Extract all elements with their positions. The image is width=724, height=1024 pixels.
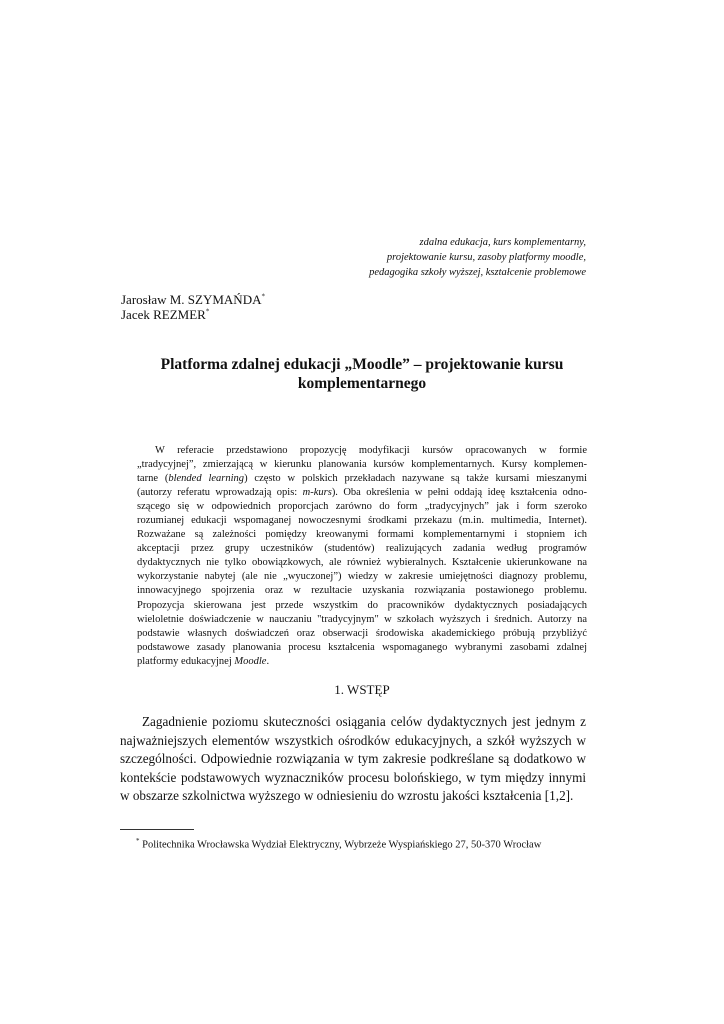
footnote (136, 837, 541, 851)
paper-title (121, 355, 603, 393)
title-line: Platforma zdalnej edukacji „Moodle” – projektowanie kursu (160, 356, 564, 373)
abstract-line: szącego się w odpowiednich proporcjach zarówno do form „tradycyjnych” jak i form szeroko (137, 501, 587, 513)
abstract-line: dydaktycznych nie tylko obowiązkowych, ale również wybieralnych. Kształcenie ukierunkowane na (137, 557, 587, 569)
abstract-line: platformy edukacyjnej Moodle. (137, 655, 270, 667)
footnote-text: Politechnika Wrocławska Wydział Elektryczny, Wybrzeże Wyspiańskiego 27, 50-370 Wrocław (139, 839, 542, 851)
abstract-line: wieloletnie doświadczenie w nauczaniu "tradycyjnym" w szkołach wyższych i średnich. Autorzy na (137, 613, 587, 625)
abstract-line: innowacyjnego spojrzenia oraz w rezultacie uzyskania rozwiązania postawionego problemu. (137, 585, 587, 597)
body-line: kontekście podstawowych wyznaczników procesu bolońskiego, w tym między innymi (120, 769, 586, 785)
abstract-line: tarne (blended learning) często w polskich przekładach nazywane są także kursami mieszanymi (137, 473, 587, 485)
footnote-mark: * (136, 837, 140, 845)
author-name: Jarosław M. SZYMAŃDA (121, 292, 262, 307)
keywords (226, 235, 586, 280)
abstract-line: „tradycyjnej”, zmierzającą w kierunku planowania kursów komplementarnych. Kursy komplemen- (137, 459, 587, 471)
section-heading: 1. WSTĘP (334, 682, 390, 697)
emphasis: Moodle (234, 655, 267, 667)
emphasis: m-kurs (302, 487, 332, 499)
abstract-line: Rozważane są zależności pomiędzy kreowanymi formami komplementarnymi i stopniem ich (137, 529, 587, 541)
abstract-line: podstawie własnych doświadczeń oraz obserwacji środowiska akademickiego próbują przybliżyć (137, 627, 587, 639)
footnote-divider (120, 829, 194, 830)
abstract-line: Propozycja skierowana jest przede wszystkim do pracowników dydaktycznych posiadających (137, 599, 587, 611)
keywords-line: projektowanie kursu, zasoby platformy moodle, (386, 252, 586, 263)
keywords-line: zdalna edukacja, kurs komplementarny, (419, 237, 586, 248)
abstract-line: akceptacji przez grupy uczestników (studentów) realizujących zadania według programów (137, 543, 587, 555)
author-list (121, 292, 265, 322)
abstract-line: W referacie przedstawiono propozycję modyfikacji kursów opracowanych w formie (155, 445, 587, 456)
author-footnote-mark: * (261, 292, 265, 301)
body-line: szczególności. Odpowiednie rozwiązania w tym zakresie podkreślane są dodatkowo w (120, 751, 586, 766)
author (121, 292, 265, 307)
abstract-line: (autorzy referatu wprowadzają opis: m-kurs). Oba określenia w pełni oddają ideę kształcenia odno- (137, 487, 587, 499)
abstract-line: wykorzystanie nabytej (ale nie „wyuczonej”) wiedzy w zakresie umiejętności diagnozy problemu, (137, 571, 587, 583)
abstract-line: rozumianej edukacji wspomaganej nowoczesnymi środkami przekazu (m.in. multimedia, Internet). (137, 515, 587, 527)
emphasis: blended learning (168, 473, 245, 485)
body-line: najważniejszych elementów wszystkich ośrodków edukacyjnych, a szkół wyższych w (120, 732, 586, 748)
author-footnote-mark: * (205, 307, 210, 316)
abstract-line: podstawowe zasady planowania procesu kształcenia wspomaganego wybranymi zasobami zdalnej (137, 641, 587, 653)
body-line: Zagadnienie poziomu skuteczności osiągania celów dydaktycznych jest jednym z (142, 714, 586, 729)
body-line: w obszarze szkolnictwa wyższego w odniesieniu do wzrostu jakości kształcenia [1,2]. (120, 788, 574, 803)
body-paragraph (120, 713, 586, 806)
title-line: komplementarnego (297, 375, 427, 392)
keywords-line: pedagogika szkoły wyższej, kształcenie problemowe (369, 267, 586, 278)
author (121, 307, 265, 322)
author-name: Jacek REZMER (121, 307, 206, 322)
abstract (137, 444, 587, 669)
